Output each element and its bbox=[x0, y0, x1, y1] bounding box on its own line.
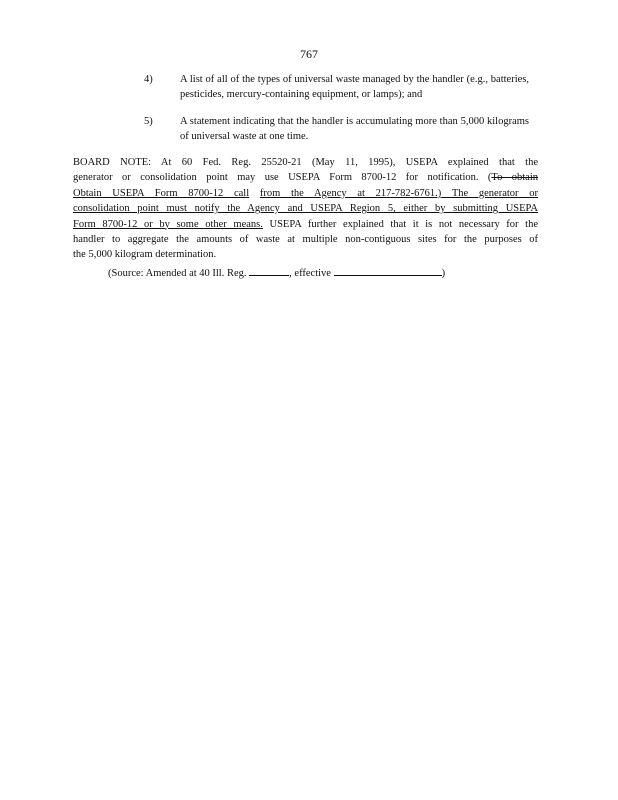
inserted-text: Form 8700-12 or by some other means. bbox=[73, 218, 263, 230]
board-note-line: handler to aggregate the amounts of waste at multiple non-contiguous sites for the purposes of bbox=[73, 233, 538, 245]
effective-date-blank bbox=[334, 275, 442, 276]
list-item-number: 5) bbox=[144, 116, 153, 127]
list-item-number: 4) bbox=[144, 74, 153, 85]
register-page-blank bbox=[249, 275, 289, 276]
list-item-text: A list of all of the types of universal waste managed by the handler (e.g., batteries, pesticides, mercury-containing equipment, or lamps); and bbox=[180, 74, 529, 100]
inserted-text: consolidation point must notify the Agency and USEPA Region 5, either by submitting USEPA bbox=[73, 203, 538, 215]
board-note-line: generator or consolidation point may use USEPA Form 8700-12 for notification. (To obtain bbox=[73, 172, 538, 184]
list-item bbox=[144, 115, 529, 144]
inserted-text: from the Agency at 217-782-6761.) bbox=[259, 187, 442, 199]
board-note-line: Form 8700-12 or by some other means. USEPA further explained that it is not necessary for the bbox=[73, 218, 538, 230]
inserted-text: Obtain USEPA Form 8700-12 call bbox=[73, 187, 250, 199]
source-note: (Source: Amended at 40 Ill. Reg. , effective ) bbox=[108, 268, 446, 279]
board-note-line: the 5,000 kilogram determination. bbox=[73, 249, 217, 261]
deleted-text: To obtain bbox=[491, 172, 538, 184]
list-item bbox=[144, 73, 529, 102]
page-number: 767 bbox=[300, 47, 318, 61]
board-note bbox=[73, 155, 538, 263]
list-item-text: A statement indicating that the handler is accumulating more than 5,000 kilograms of universal waste at one time. bbox=[180, 116, 529, 142]
inserted-text: The generator or bbox=[441, 187, 538, 199]
board-note-line: BOARD NOTE: At 60 Fed. Reg. 25520-21 (May 11, 1995), USEPA explained that the bbox=[73, 157, 538, 168]
board-note-line bbox=[73, 186, 538, 201]
